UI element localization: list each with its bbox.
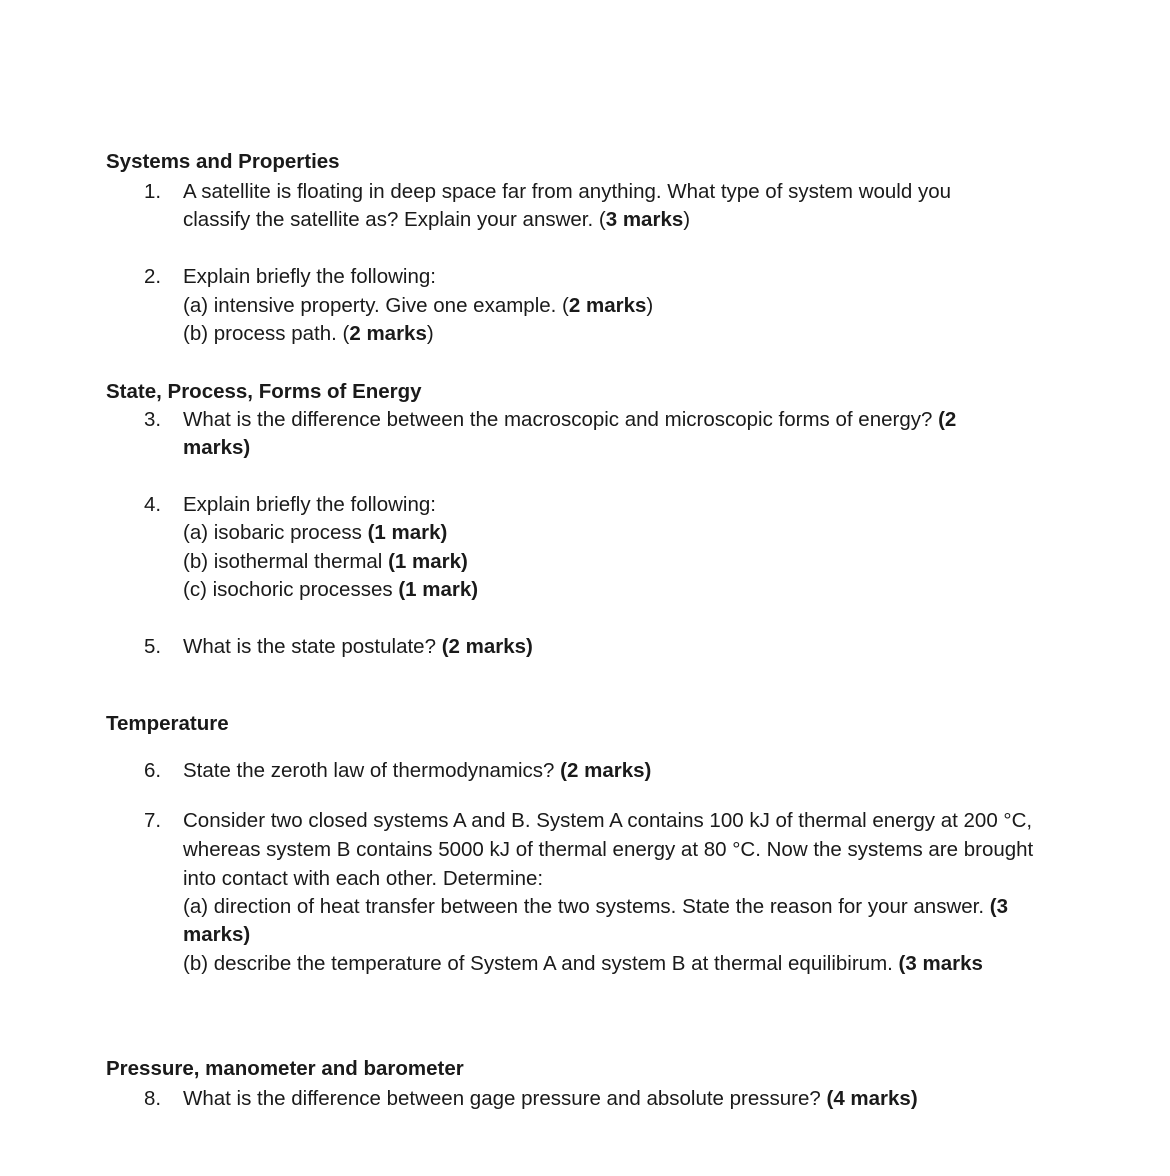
marks-label: (2 marks) [560,759,652,782]
question-1-line-1: A satellite is floating in deep space far from anything. What type of system would you [183,180,952,203]
question-4-line-4: (c) isochoric processes (1 mark) [183,578,479,601]
question-7-line-5 [183,921,250,949]
section-heading-systems: Systems and Properties [106,150,340,173]
marks-label: (2 [938,408,957,431]
question-number: 7. [144,809,162,832]
marks-label: 2 marks [349,322,427,345]
marks-label: (3 [989,895,1008,918]
question-7-line-3: into contact with each other. Determine: [183,867,544,890]
question-number: 1. [144,180,162,203]
question-4-line-2: (a) isobaric process (1 mark) [183,521,448,544]
question-1-line-2: classify the satellite as? Explain your answer. (3 marks) [183,208,691,231]
question-6-line-1: State the zeroth law of thermodynamics? (2 marks) [183,759,652,782]
question-number: 4. [144,493,162,516]
marks-label: marks) [183,923,251,946]
question-2-line-3: (b) process path. (2 marks) [183,322,434,345]
section-heading-state-process: State, Process, Forms of Energy [106,380,422,403]
marks-label: (3 marks [898,952,983,975]
marks-label: (1 mark) [388,550,468,573]
question-3-line-1: What is the difference between the macroscopic and microscopic forms of energy? (2 [183,408,957,431]
question-7-line-4: (a) direction of heat transfer between the two systems. State the reason for your answer. (3 [183,895,1008,918]
question-number: 2. [144,265,162,288]
question-7-line-2: whereas system B contains 5000 kJ of thermal energy at 80 °C. Now the systems are brought [183,838,1034,861]
section-heading-temperature: Temperature [106,712,229,735]
marks-label: (1 mark) [398,578,479,601]
question-4-line-3: (b) isothermal thermal (1 mark) [183,550,468,573]
question-7-line-6: (b) describe the temperature of System A and system B at thermal equilibirum. (3 marks [183,952,983,975]
marks-label: 2 marks [568,294,647,317]
question-4-line-1: Explain briefly the following: [183,493,436,516]
marks-label: (4 marks) [826,1087,918,1110]
question-number: 8. [144,1087,162,1110]
marks-label: 3 marks [605,208,684,231]
marks-label: (1 mark) [367,521,448,544]
marks-label: (2 marks) [441,635,533,658]
question-8-line-1: What is the difference between gage pressure and absolute pressure? (4 marks) [183,1087,918,1110]
marks-label: marks) [183,436,251,459]
question-number: 5. [144,635,162,658]
section-heading-pressure: Pressure, manometer and barometer [106,1057,464,1080]
question-number: 3. [144,408,162,431]
question-number: 6. [144,759,162,782]
question-2-line-2: (a) intensive property. Give one example. (2 marks) [183,294,654,317]
question-2-line-1: Explain briefly the following: [183,265,436,288]
question-5-line-1: What is the state postulate? (2 marks) [183,635,533,658]
question-7-line-1: Consider two closed systems A and B. System A contains 100 kJ of thermal energy at 200 °C, [183,809,1033,832]
question-3-line-2 [183,434,250,462]
